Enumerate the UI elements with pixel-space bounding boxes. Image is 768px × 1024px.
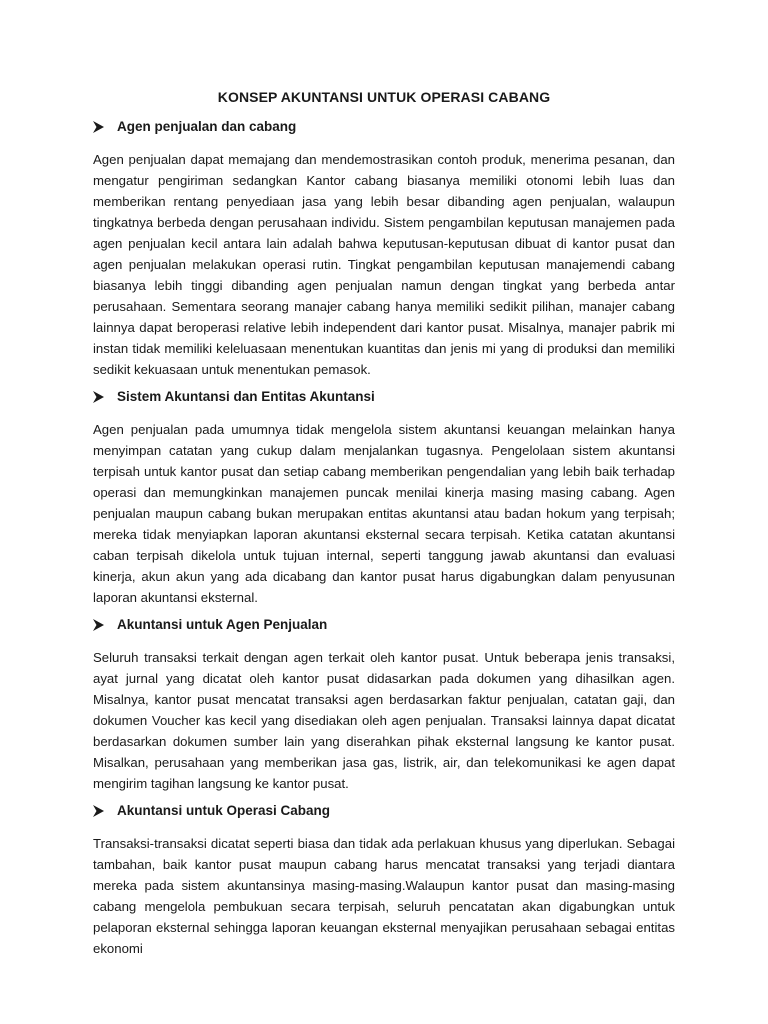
section-agen-penjualan-dan-cabang — [93, 117, 675, 380]
arrowhead-bullet-icon — [93, 391, 104, 403]
section-sistem-akuntansi — [93, 387, 675, 608]
arrowhead-bullet-icon — [93, 121, 104, 133]
section-akuntansi-operasi-cabang — [93, 801, 675, 959]
arrowhead-bullet-icon — [93, 619, 104, 631]
section-heading — [93, 615, 675, 635]
section-paragraph: Agen penjualan dapat memajang dan mendemostrasikan contoh produk, menerima pesanan, dan mengatur pengiriman sedangkan Kantor cabang biasanya memiliki otonomi lebih luas dan memberikan rentang penyediaan jasa yang lebih besar dibanding agen penjualan, walaupun tingkatnya berbeda dengan perusahaan individu. Sistem pengambilan keputusan manajemen pada agen penjualan kecil antara lain adalah bahwa keputusan-keputusan dibuat di kantor pusat dan agen penjualan melakukan operasi rutin. Tingkat pengambilan keputusan manajemendi cabang biasanya lebih tinggi dibanding agen penjualan namun dengan tingkat yang berbeda antar perusahaan. Sementara seorang manajer cabang hanya memiliki sedikit pilihan, manajer cabang lainnya dapat beroperasi relative lebih independent dari kantor pusat. Misalnya, manajer pabrik mi instan tidak memiliki keleluasaan menentukan kuantitas dan jenis mi yang di produksi dan memiliki sedikit kekuasaan untuk menentukan pemasok. — [93, 152, 675, 377]
section-heading-label: Sistem Akuntansi dan Entitas Akuntansi — [117, 389, 375, 404]
arrowhead-bullet-icon — [93, 805, 104, 817]
section-paragraph: Agen penjualan pada umumnya tidak mengelola sistem akuntansi keuangan melainkan hanya menyimpan catatan yang cukup dalam menjalankan tugasnya. Pengelolaan sistem akuntansi terpisah untuk kantor pusat dan setiap cabang memberikan pengendalian yang lebih baik terhadap operasi dan memungkinkan manajemen puncak menilai kinerja masing masing cabang. Agen penjualan maupun cabang bukan merupakan entitas akuntansi atau badan hokum yang terpisah; mereka tidak menyiapkan laporan akuntansi eksternal secara terpisah. Ketika catatan akuntansi caban terpisah dikelola untuk tujuan internal, seperti tanggung jawab akuntansi dan evaluasi kinerja, akun akun yang ada dicabang dan kantor pusat harus digabungkan dalam penyusunan laporan akuntansi eksternal. — [93, 422, 675, 605]
section-heading — [93, 387, 675, 407]
section-heading — [93, 801, 675, 821]
section-heading-label: Agen penjualan dan cabang — [117, 119, 297, 134]
section-heading-label: Akuntansi untuk Operasi Cabang — [117, 803, 331, 818]
section-paragraph: Seluruh transaksi terkait dengan agen terkait oleh kantor pusat. Untuk beberapa jenis transaksi, ayat jurnal yang dicatat oleh kantor pusat didasarkan pada dokumen yang dihasilkan agen. Misalnya, kantor pusat mencatat transaksi agen berdasarkan faktur penjualan, catatan gaji, dan dokumen Voucher kas kecil yang disediakan oleh agen penjualan. Transaksi lainnya dapat dicatat berdasarkan dokumen sumber lain yang diserahkan pihak eksternal langsung ke kantor pusat. Misalkan, perusahaan yang memberikan jasa gas, listrik, air, dan telekomunikasi ke agen dapat mengirim tagihan langsung ke kantor pusat. — [93, 650, 675, 791]
section-heading-label: Akuntansi untuk Agen Penjualan — [117, 617, 328, 632]
section-paragraph: Transaksi-transaksi dicatat seperti biasa dan tidak ada perlakuan khusus yang diperlukan. Sebagai tambahan, baik kantor pusat maupun cabang harus mencatat transaksi yang terjadi diantara mereka pada sistem akuntansinya masing-masing.Walaupun kantor pusat dan masing-masing cabang mengelola pembukuan secara terpisah, seluruh pencatatan akan digabungkan untuk pelaporan eksternal sehingga laporan keuangan eksternal menyajikan perusahaan sebagai entitas ekonomi — [93, 836, 675, 956]
section-akuntansi-agen-penjualan — [93, 615, 675, 794]
section-heading — [93, 117, 675, 137]
document-content — [93, 84, 675, 959]
document-title: KONSEP AKUNTANSI UNTUK OPERASI CABANG — [217, 89, 551, 105]
